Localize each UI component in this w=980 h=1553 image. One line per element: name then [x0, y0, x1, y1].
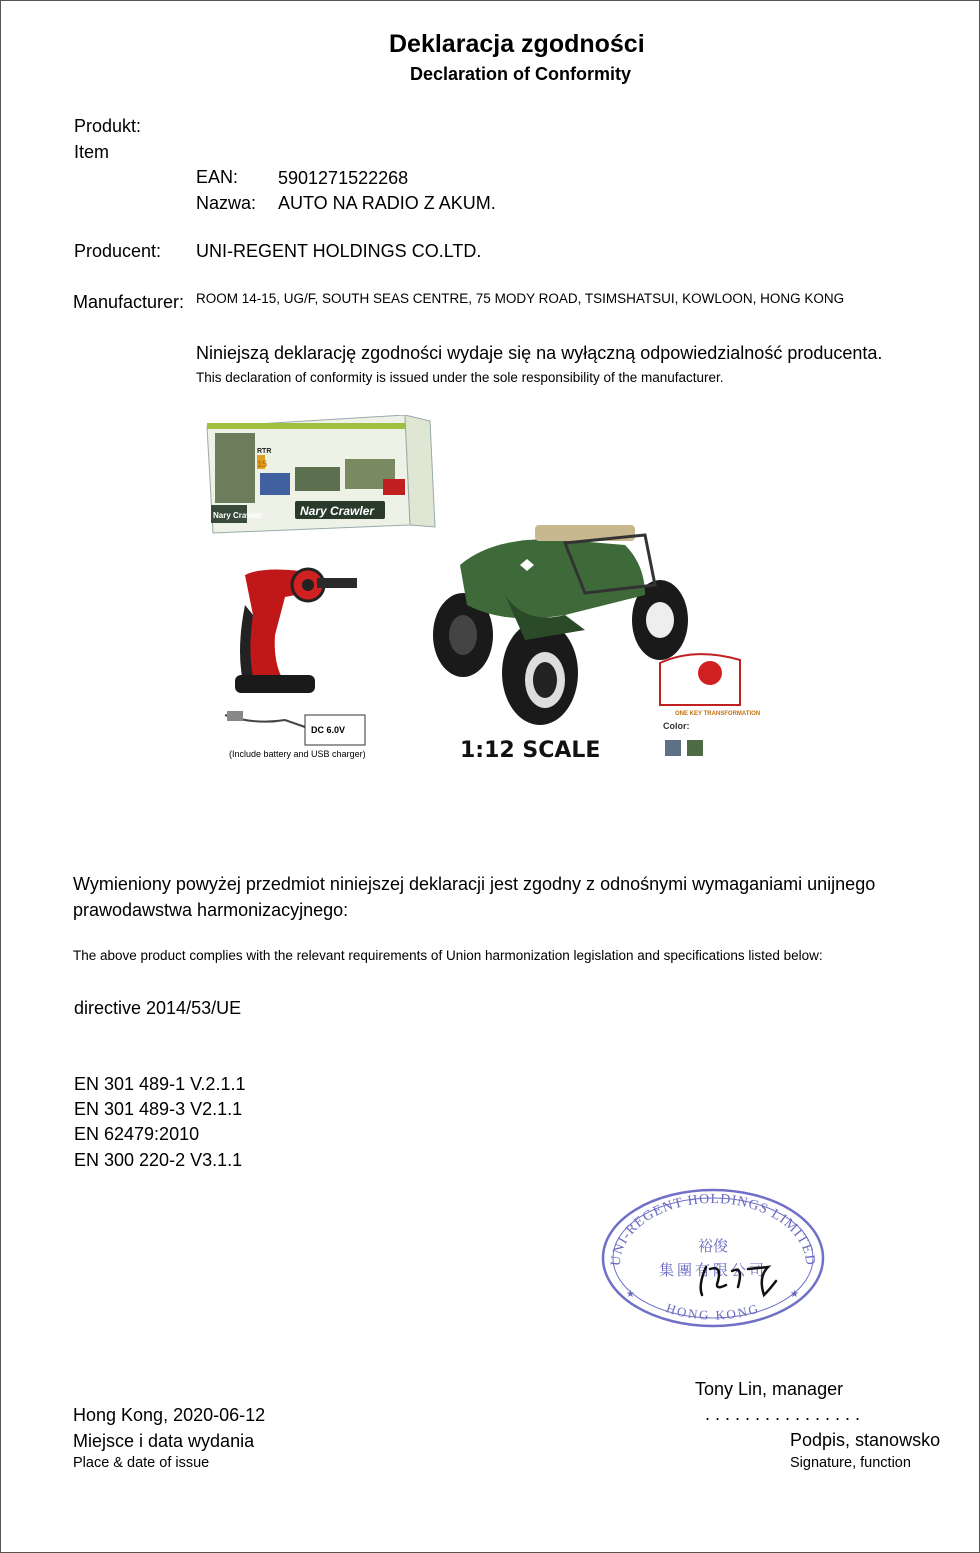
stamp-top-text: UNI-REGENT HOLDINGS LIMITED	[608, 1191, 818, 1267]
compliance-en: The above product complies with the relevant requirements of Union harmonization legislation and specifications listed below:	[73, 948, 823, 963]
charger-caption: (Include battery and USB charger)	[229, 749, 366, 759]
producer-name: UNI-REGENT HOLDINGS CO.LTD.	[196, 241, 482, 261]
box-function: 15	[257, 459, 268, 469]
place-label-pl: Miejsce i data wydania	[73, 1431, 255, 1451]
charger-label: DC 6.0V	[311, 725, 346, 735]
rc-truck	[433, 525, 688, 725]
standard-item: EN 62479:2010	[74, 1124, 200, 1144]
compliance-pl-line2: prawodawstwa harmonizacyjnego:	[73, 900, 349, 920]
standard-item: EN 301 489-1 V.2.1.1	[74, 1074, 246, 1094]
signature-dots: . . . . . . . . . . . . . . . .	[705, 1404, 861, 1424]
ean-value: 5901271522268	[278, 168, 409, 188]
remote-controller	[235, 569, 357, 693]
compliance-pl-line1: Wymieniony powyżej przedmiot niniejszej deklaracji jest zgodny z odnośnymi wymaganiami unijnego	[73, 874, 876, 894]
box-brand-side: Nary Crawler	[213, 511, 263, 520]
svg-text:UNI-REGENT HOLDINGS LIMITED	[609, 1192, 818, 1267]
scale-label: 1:12 SCALE	[460, 738, 601, 763]
transform-inset	[660, 654, 760, 717]
sign-label-pl: Podpis, stanowsko	[790, 1430, 941, 1450]
manufacturer-address: ROOM 14-15, UG/F, SOUTH SEAS CENTRE, 75 MODY ROAD, TSIMSHATSUI, KOWLOON, HONG KONG	[196, 291, 845, 306]
box-brand: Nary Crawler	[300, 504, 375, 518]
svg-text:HONG KONG	[664, 1300, 761, 1322]
stamp-cn-line1: 裕俊	[697, 1237, 729, 1255]
place-label-en: Place & date of issue	[73, 1455, 210, 1471]
transform-label: ONE KEY TRANSFORMATION	[675, 711, 761, 717]
producer-label: Producent:	[74, 241, 162, 261]
ean-label: EAN:	[196, 167, 239, 187]
color-swatch-blue	[665, 740, 681, 756]
product-box	[207, 415, 435, 533]
svg-text:★: ★	[790, 1289, 799, 1300]
charger	[225, 711, 366, 759]
sign-label-en: Signature, function	[790, 1455, 911, 1471]
color-label: Color:	[663, 721, 690, 731]
name-label: Nazwa:	[196, 193, 257, 213]
color-swatch-green	[687, 740, 703, 756]
title-polish: Deklaracja zgodności	[389, 30, 645, 58]
place-date: Hong Kong, 2020-06-12	[73, 1405, 266, 1425]
stamp-cn-line2: 集團有限公司	[658, 1261, 768, 1279]
stamp-bottom-text: HONG KONG	[664, 1300, 762, 1323]
svg-text:★: ★	[626, 1289, 635, 1300]
company-stamp	[598, 1185, 828, 1330]
manufacturer-label: Manufacturer:	[73, 292, 185, 312]
product-label-pl: Produkt:	[74, 116, 142, 136]
responsibility-pl: Niniejszą deklarację zgodności wydaje się na wyłączną odpowiedzialność producenta.	[196, 343, 883, 363]
title-english: Declaration of Conformity	[410, 64, 632, 84]
standard-item: EN 301 489-3 V2.1.1	[74, 1099, 243, 1119]
name-value: AUTO NA RADIO Z AKUM.	[278, 193, 496, 213]
directive: directive 2014/53/UE	[74, 998, 242, 1018]
signer-name: Tony Lin, manager	[695, 1379, 844, 1399]
responsibility-en: This declaration of conformity is issued under the sole responsibility of the manufacturer.	[196, 370, 724, 385]
standard-item: EN 300 220-2 V3.1.1	[74, 1150, 243, 1170]
box-code: RTR	[257, 448, 272, 455]
product-image	[205, 415, 765, 775]
product-label-en: Item	[74, 142, 110, 162]
